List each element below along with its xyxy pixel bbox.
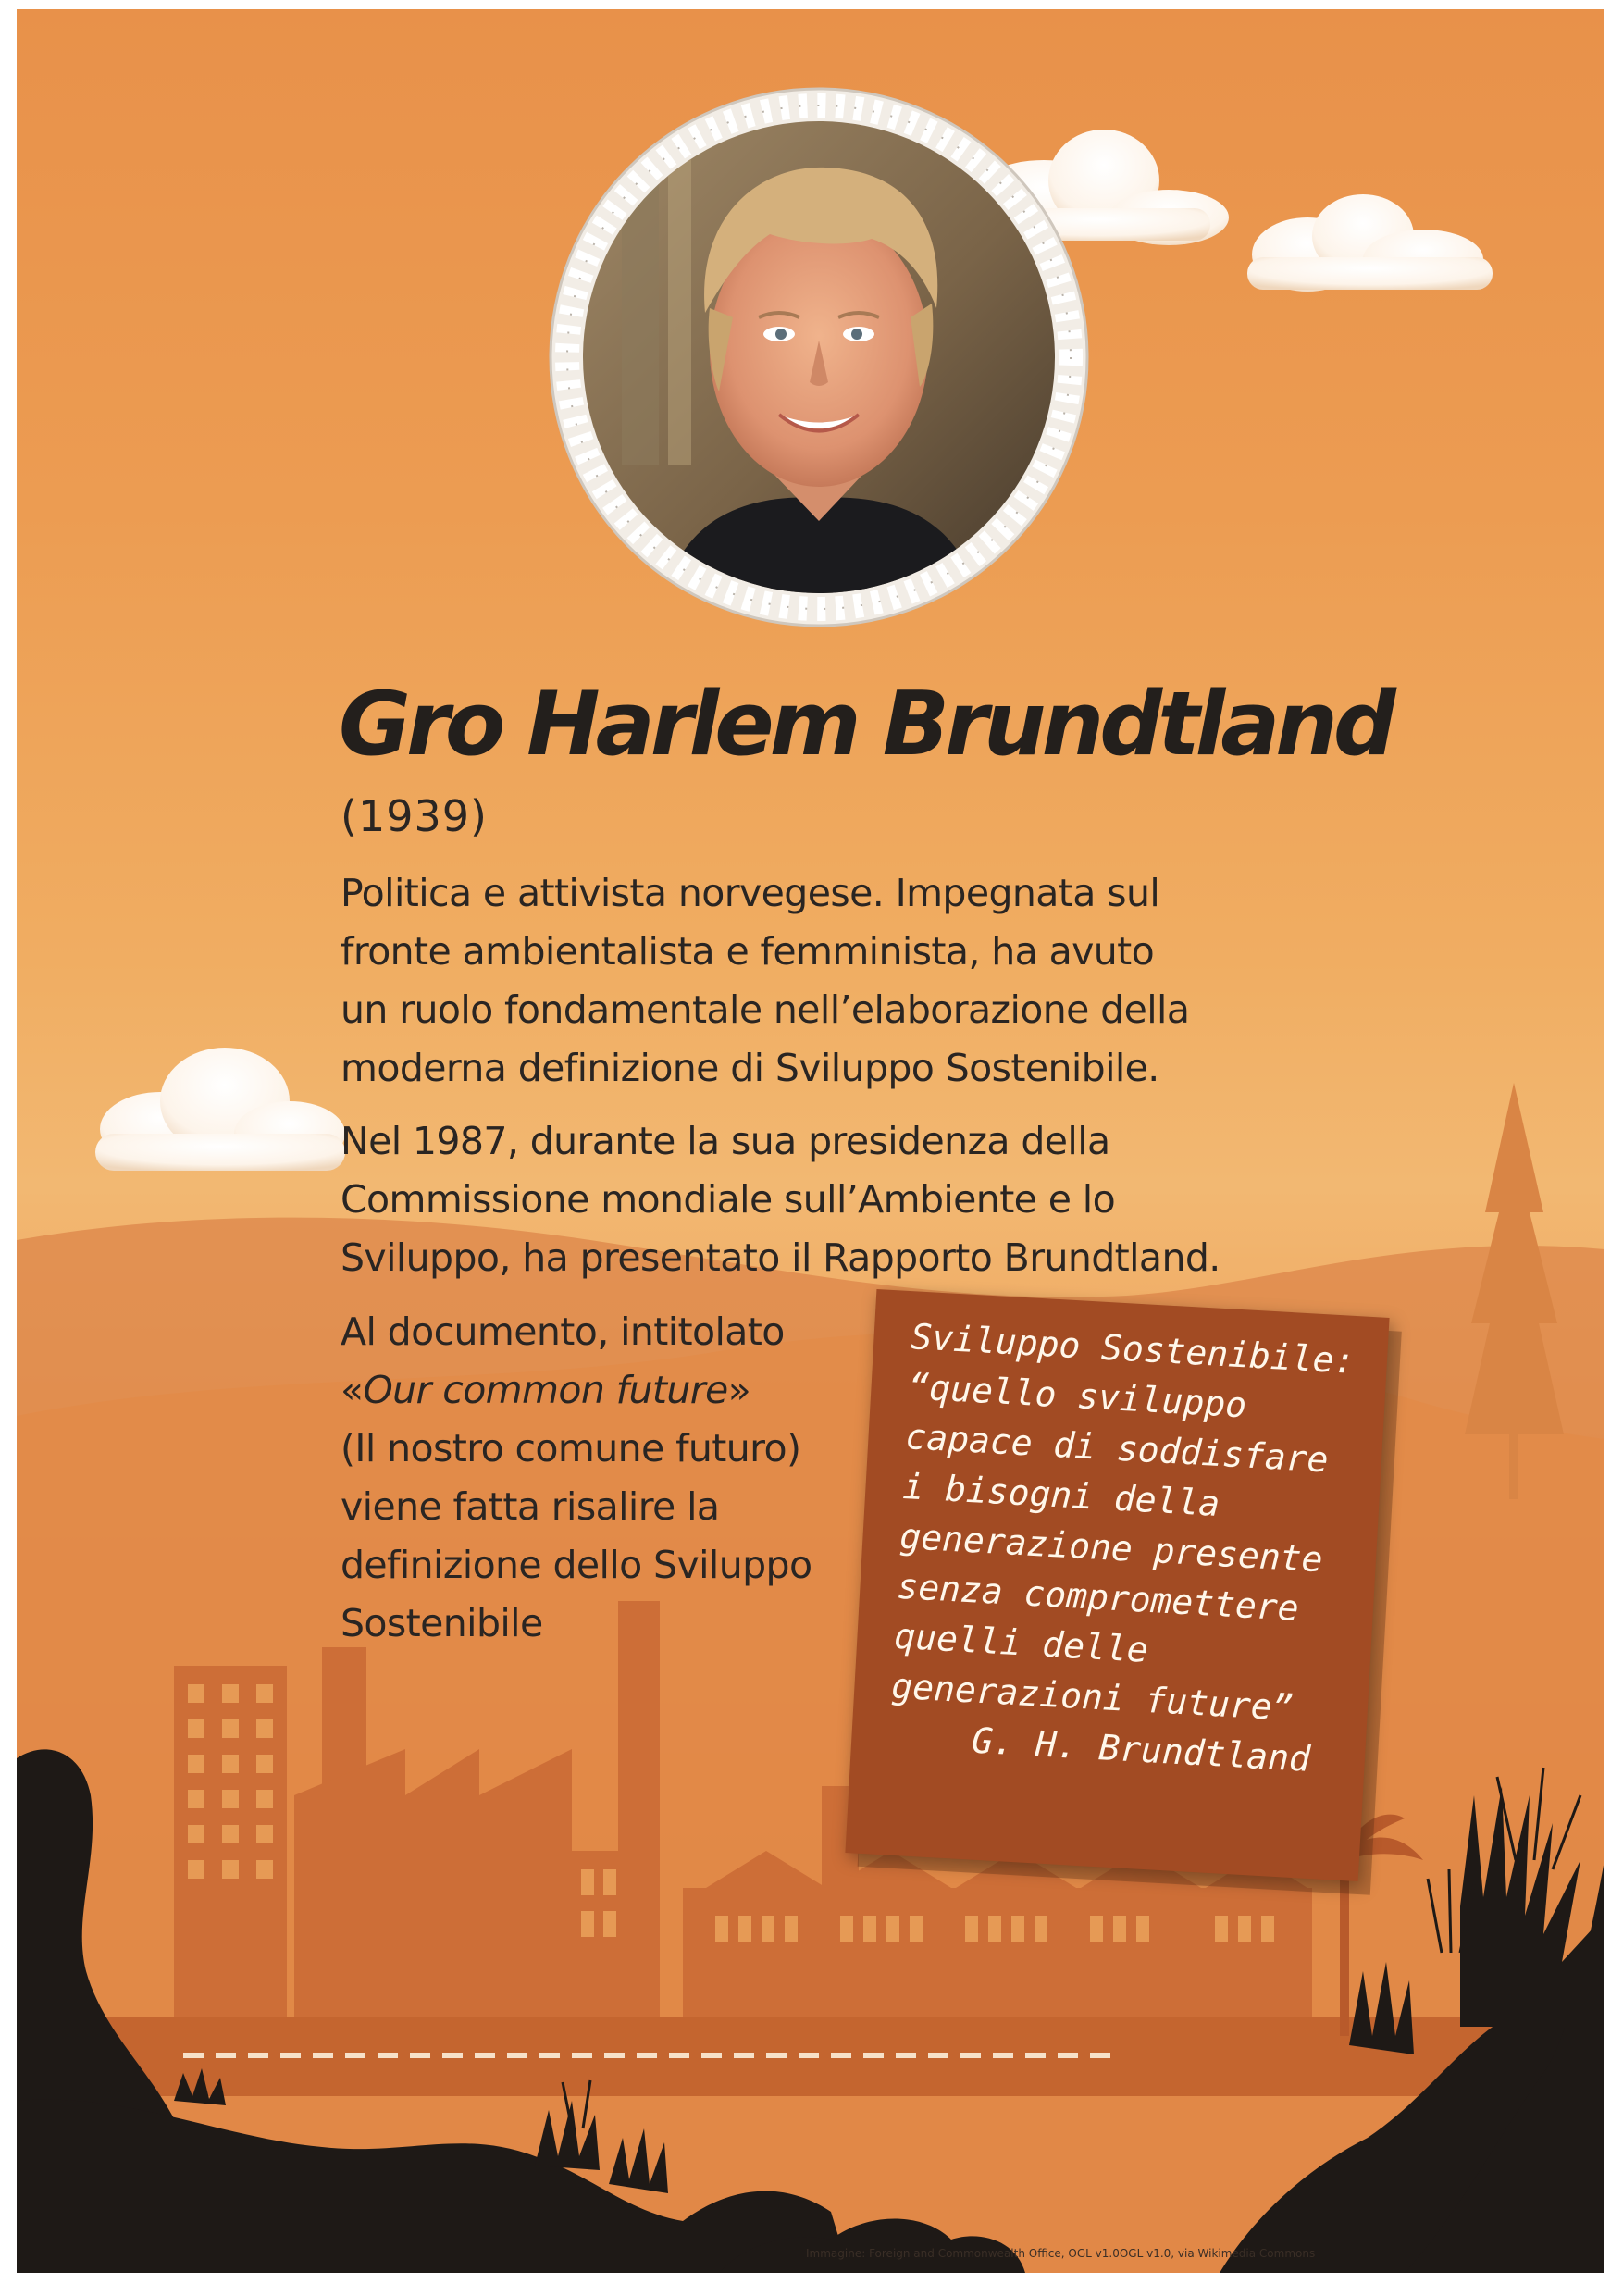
bio-line: moderna definizione di Sviluppo Sostenibile.: [341, 1046, 1159, 1090]
image-credit: Immagine: Foreign and Commonwealth Office, OGL v1.0OGL v1.0, via Wikimedia Commons: [806, 2247, 1316, 2260]
bio-line: Commissione mondiale sull’Ambiente e lo: [341, 1177, 1116, 1222]
bio-line: un ruolo fondamentale nell’elaborazione della: [341, 987, 1190, 1032]
bio-line: Al documento, intitolato: [341, 1309, 785, 1354]
person-name: Gro Harlem Brundtland: [339, 674, 1392, 776]
quote-line: generazioni future”: [890, 1665, 1295, 1729]
quote-line: capace di soddisfare: [904, 1416, 1330, 1481]
bio-line: Sostenibile: [341, 1601, 543, 1645]
quote-line: Sviluppo Sostenibile:: [910, 1316, 1357, 1382]
quote-line: senza compromettere: [896, 1565, 1300, 1629]
bio-line: definizione dello Sviluppo: [341, 1543, 812, 1587]
bio-line: Nel 1987, durante la sua presidenza della: [341, 1119, 1110, 1163]
portrait-photo: [548, 86, 1090, 628]
bio-line: viene fatta risalire la: [341, 1484, 720, 1529]
quote-line: quelli delle: [893, 1615, 1149, 1670]
bio-line: Sviluppo, ha presentato il Rapporto Brundtland.: [341, 1235, 1220, 1280]
portrait-frame: [548, 86, 1090, 628]
quote-text: [887, 1311, 1357, 1785]
quote-line: generazione presente: [898, 1515, 1324, 1581]
bio-paragraph-2: [341, 1112, 1220, 1287]
quote-signature: G. H. Brundtland: [971, 1719, 1312, 1780]
bio-line: Politica e attivista norvegese. Impegnata sul: [341, 871, 1160, 915]
cloud-left: [95, 1048, 345, 1171]
quote-close: »: [727, 1368, 751, 1412]
bio-line: fronte ambientalista e femminista, ha avuto: [341, 929, 1155, 974]
quote-line: i bisogni della: [901, 1465, 1221, 1525]
quote-card: [845, 1289, 1389, 1881]
bio-paragraph-1: [341, 864, 1189, 1098]
bio-line-document-title: [341, 1361, 812, 1420]
quote-line: “quello sviluppo: [907, 1366, 1248, 1426]
document-title: Our common future: [363, 1368, 728, 1412]
quote-open: «: [341, 1368, 364, 1412]
person-years: (1939): [341, 791, 488, 841]
bio-paragraph-3: [341, 1303, 812, 1653]
road-dashes: [183, 2053, 1110, 2058]
bio-line: (Il nostro comune futuro): [341, 1426, 801, 1471]
poster: [17, 9, 1604, 2273]
